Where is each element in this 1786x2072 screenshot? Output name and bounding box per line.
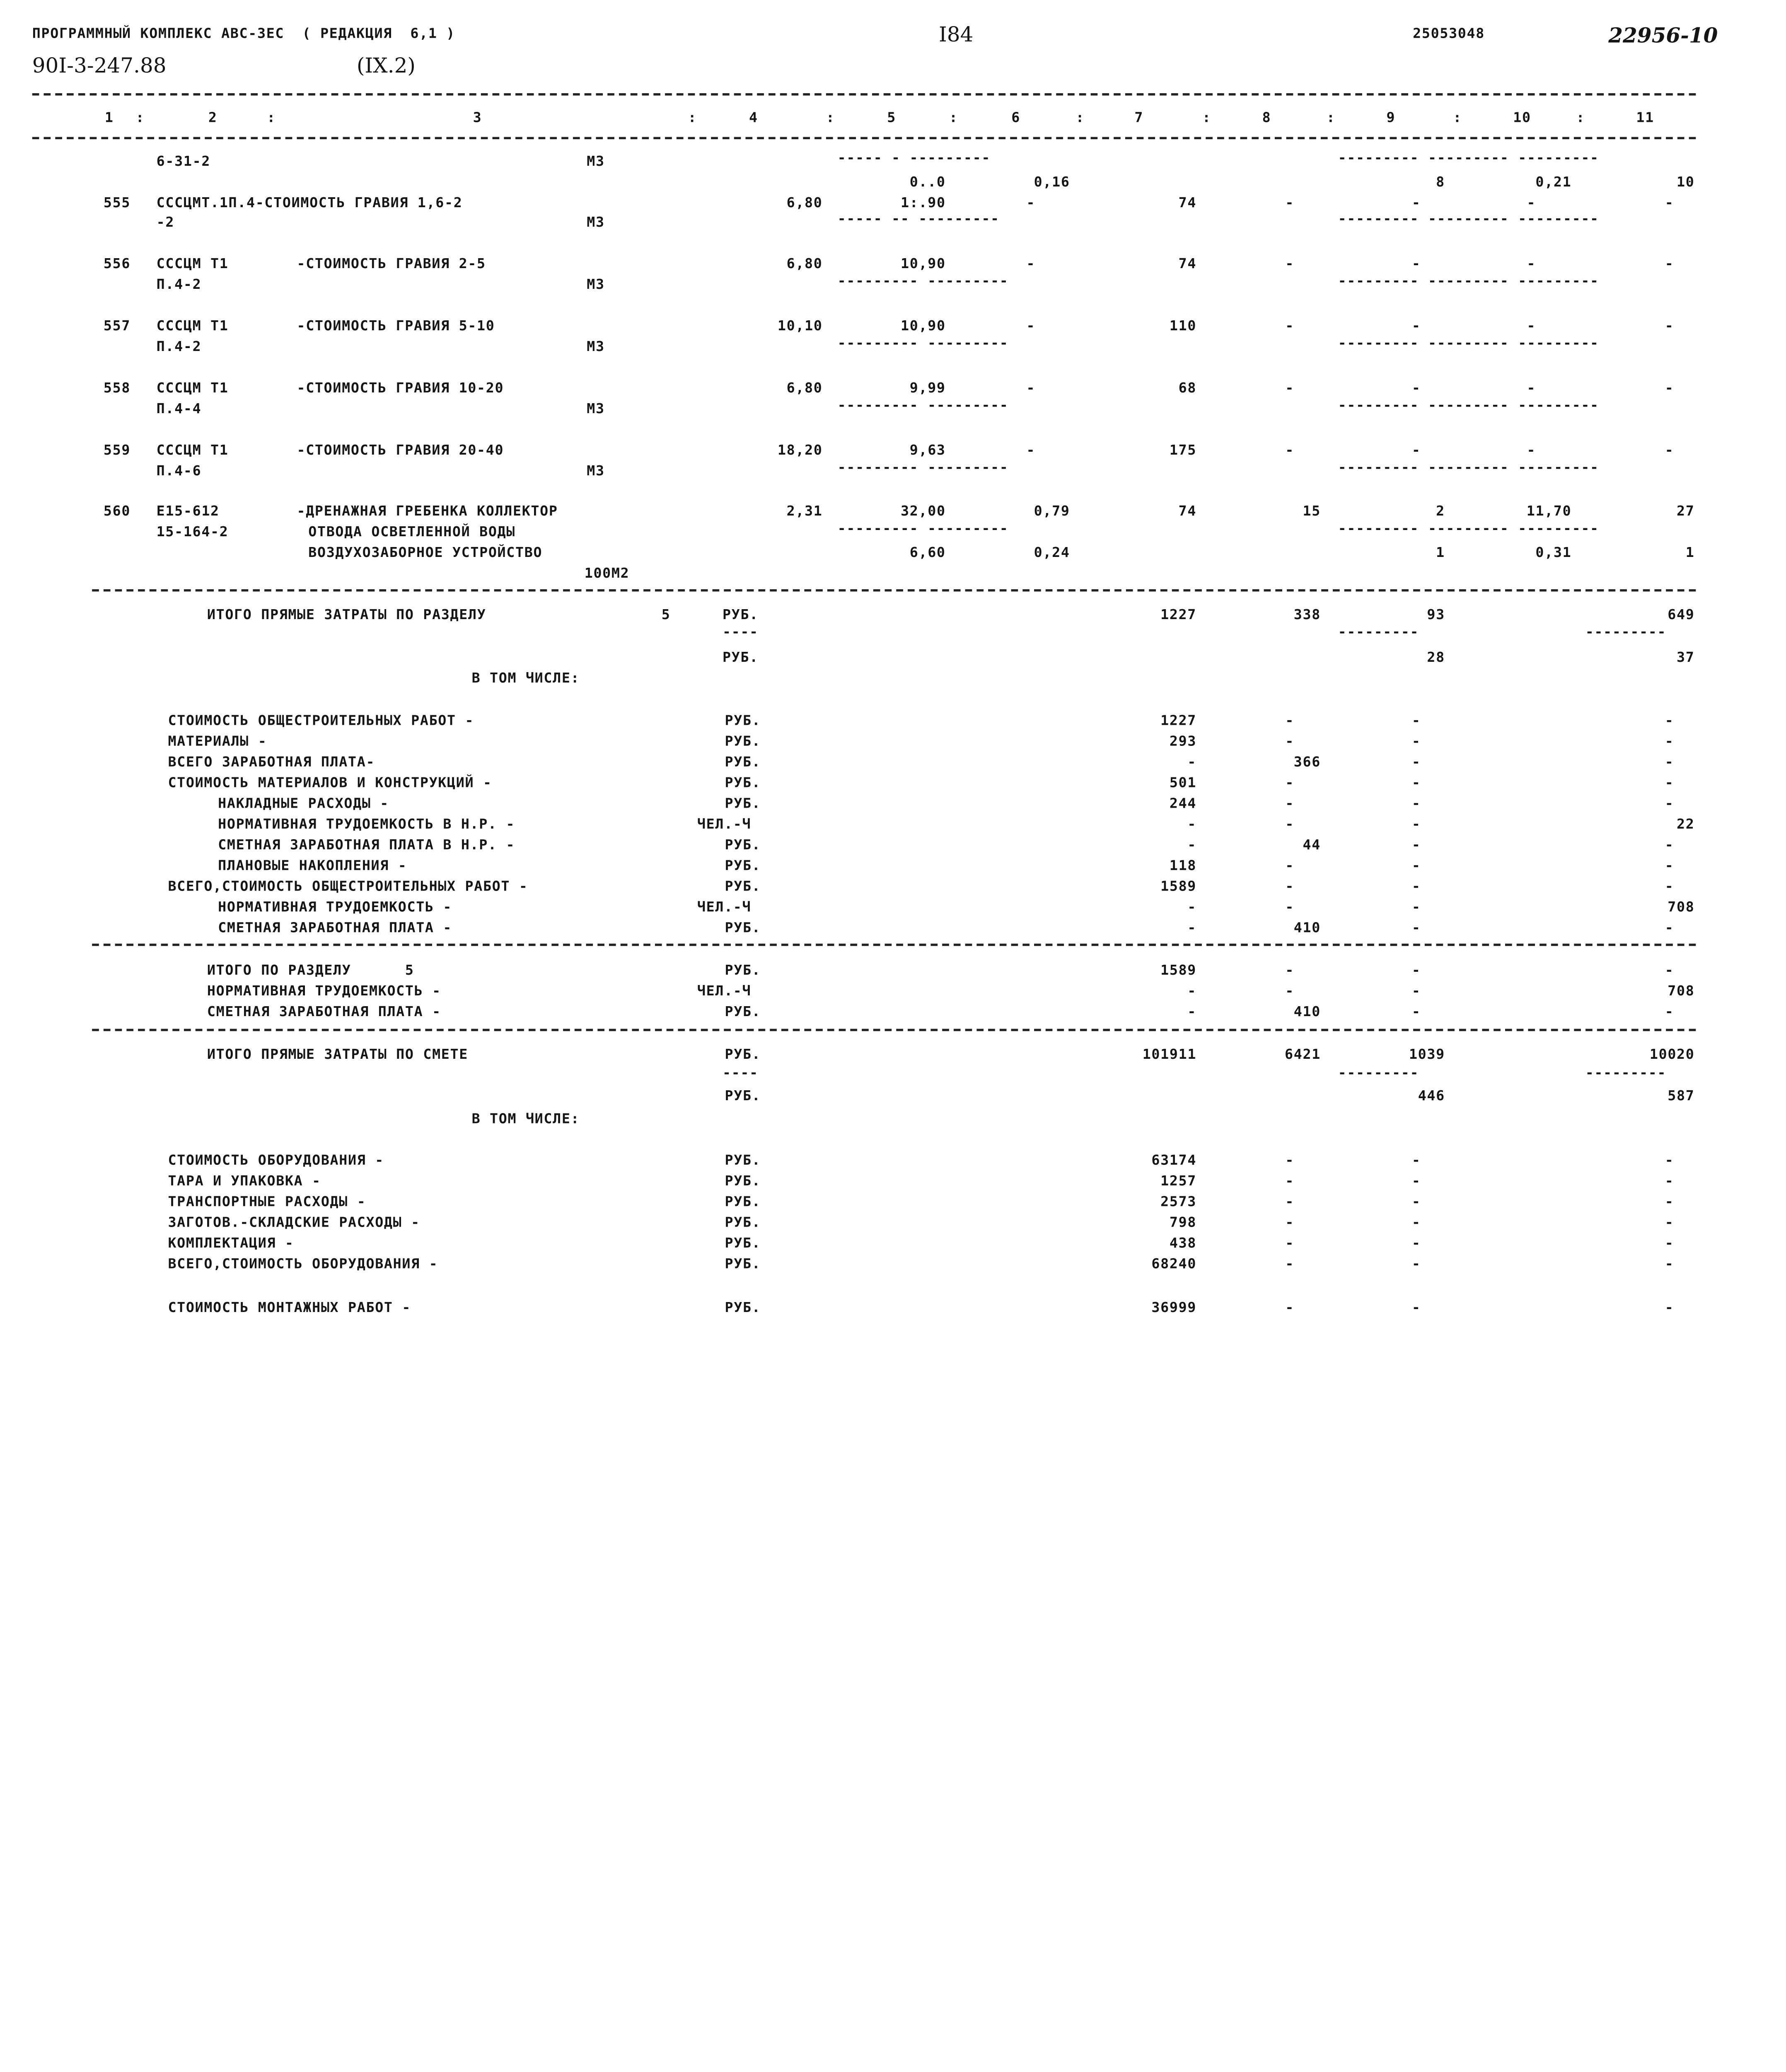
equipment-unit: РУБ. [725, 1172, 761, 1189]
breakdown-label: НОРМАТИВНАЯ ТРУДОЕМКОСТЬ В Н.Р. - [191, 816, 515, 832]
section-total-c8: 338 [1293, 606, 1321, 623]
breakdown-c8: - [1285, 733, 1295, 749]
section-rule [92, 1029, 1696, 1031]
dash-line: ---- [722, 1064, 759, 1081]
dash-line: --------- --------- [837, 459, 1009, 475]
breakdown-c8: - [1285, 712, 1295, 729]
row-number: 555 [103, 194, 131, 211]
dash-line: ----- - --------- [837, 150, 991, 166]
col-header-10: 10 [1513, 109, 1531, 126]
cell-c10: - [1527, 442, 1536, 458]
cell-c6: 0,79 [1034, 503, 1070, 519]
dash-line: --------- --------- --------- [1338, 459, 1599, 475]
dash-line: ---- [722, 624, 759, 640]
summary-c8: 410 [1293, 1003, 1321, 1020]
montage-c11: - [1665, 1299, 1674, 1316]
cell-c7: 74 [1178, 255, 1197, 272]
row-code: СССЦМТ.1П.4-СТОИМОСТЬ ГРАВИЯ 1,6-2 [156, 194, 463, 211]
row-unit: М3 [587, 400, 605, 417]
summary-c9: - [1411, 1003, 1421, 1020]
cell-c6: - [1026, 380, 1036, 396]
col-sep: : [949, 109, 958, 126]
cell-c5: 10,90 [901, 317, 946, 334]
equipment-c11: - [1665, 1255, 1674, 1272]
row-code-cont: 15-164-2 [156, 523, 229, 540]
breakdown-label: ВСЕГО,СТОИМОСТЬ ОБЩЕСТРОИТЕЛЬНЫХ РАБОТ - [168, 878, 528, 894]
breakdown-label: СТОИМОСТЬ МАТЕРИАЛОВ И КОНСТРУКЦИЙ - [168, 774, 492, 791]
estimate-total-unit2: РУБ. [725, 1087, 761, 1104]
series-number: 90I-3-247.88 [32, 54, 167, 78]
breakdown-c11: - [1665, 753, 1674, 770]
cell-c5: 32,00 [901, 503, 946, 519]
row-name: -СТОИМОСТЬ ГРАВИЯ 5-10 [297, 317, 495, 334]
dash-line: --------- --------- --------- [1338, 211, 1599, 227]
cell-c10a: 0,21 [1535, 174, 1572, 190]
dash-line: --------- [1585, 1064, 1667, 1081]
cell-c4: 10,10 [777, 317, 823, 334]
section-code: (IX.2) [356, 54, 416, 78]
cell-c11: - [1665, 317, 1674, 334]
breakdown-unit: РУБ. [725, 795, 761, 811]
breakdown-unit: ЧЕЛ.-Ч [697, 898, 752, 915]
section-total-c11b: 37 [1677, 649, 1695, 666]
cell-c6: - [1026, 442, 1036, 458]
cell-c10: - [1527, 317, 1536, 334]
row-name: -СТОИМОСТЬ ГРАВИЯ 20-40 [297, 442, 504, 458]
row-unit: М3 [587, 462, 605, 479]
breakdown-c7: 293 [1169, 733, 1197, 749]
cell-c5a: 0..0 [909, 174, 946, 190]
dash-line: --------- --------- --------- [1338, 335, 1599, 351]
breakdown-c9: - [1411, 816, 1421, 832]
breakdown-c9: - [1411, 712, 1421, 729]
col-header-11: 11 [1636, 109, 1654, 126]
col-header-1: 1 [104, 109, 114, 126]
section-total-c7: 1227 [1160, 606, 1197, 623]
equipment-c9: - [1411, 1193, 1421, 1210]
equipment-c11: - [1665, 1152, 1674, 1168]
cell-c7: 74 [1178, 194, 1197, 211]
row-number: 560 [103, 503, 131, 519]
row-code: Е15-612 [156, 503, 220, 519]
equipment-c7: 1257 [1160, 1172, 1197, 1189]
project-number: 22956-10 [1608, 24, 1718, 48]
cell-c6a: 0,16 [1034, 174, 1070, 190]
dash-line: --------- [1338, 624, 1419, 640]
breakdown-c7: 244 [1169, 795, 1197, 811]
equipment-label: ТАРА И УПАКОВКА - [168, 1172, 321, 1189]
cell-c7: 110 [1169, 317, 1197, 334]
estimate-total-c9: 1039 [1409, 1046, 1445, 1063]
montage-label: СТОИМОСТЬ МОНТАЖНЫХ РАБОТ - [168, 1299, 411, 1316]
summary-unit: ЧЕЛ.-Ч [697, 983, 752, 999]
summary-c8: - [1285, 983, 1295, 999]
col-header-4: 4 [749, 109, 758, 126]
estimate-total-c9b: 446 [1418, 1087, 1445, 1104]
row-code-cont: П.4-6 [156, 462, 202, 479]
breakdown-c9: - [1411, 753, 1421, 770]
montage-c9: - [1411, 1299, 1421, 1316]
row-code-cont: П.4-4 [156, 400, 202, 417]
row-code-cont: -2 [156, 214, 175, 230]
cell-c9: - [1411, 380, 1421, 396]
col-sep: : [1326, 109, 1336, 126]
cell-c5: 9,99 [909, 380, 946, 396]
dash-line: --------- --------- [837, 397, 1009, 413]
row-unit: 100М2 [584, 565, 630, 581]
equipment-c11: - [1665, 1172, 1674, 1189]
equipment-c7: 63174 [1151, 1152, 1197, 1168]
cell-c4: 6,80 [786, 194, 823, 211]
section-total-c9: 93 [1427, 606, 1445, 623]
cell-c4: 6,80 [786, 380, 823, 396]
summary-c7: - [1187, 1003, 1197, 1020]
row-name-cont: ВОЗДУХОЗАБОРНОЕ УСТРОЙСТВО [308, 544, 543, 561]
row-name: -СТОИМОСТЬ ГРАВИЯ 2-5 [297, 255, 486, 272]
cell-c11a: 10 [1677, 174, 1695, 190]
row-number: 557 [103, 317, 131, 334]
cell-c11: - [1665, 255, 1674, 272]
breakdown-c9: - [1411, 898, 1421, 915]
row-number: 558 [103, 380, 131, 396]
breakdown-c8: 410 [1293, 919, 1321, 936]
breakdown-c8: - [1285, 857, 1295, 874]
section-total-number: 5 [661, 606, 671, 623]
cell-c9a: 8 [1436, 174, 1445, 190]
estimate-total-c8: 6421 [1285, 1046, 1321, 1063]
equipment-c8: - [1285, 1172, 1295, 1189]
equipment-c8: - [1285, 1214, 1295, 1230]
summary-c7: - [1187, 983, 1197, 999]
breakdown-c8: - [1285, 816, 1295, 832]
dash-line: --------- --------- --------- [1338, 273, 1599, 289]
cell-c8: 15 [1303, 503, 1321, 519]
equipment-c11: - [1665, 1214, 1674, 1230]
header-rule-bottom [32, 137, 1696, 139]
breakdown-c9: - [1411, 878, 1421, 894]
montage-c7: 36999 [1151, 1299, 1197, 1316]
breakdown-c11: 22 [1677, 816, 1695, 832]
equipment-unit: РУБ. [725, 1193, 761, 1210]
equipment-c8: - [1285, 1152, 1295, 1168]
equipment-c11: - [1665, 1193, 1674, 1210]
col-header-5: 5 [887, 109, 897, 126]
breakdown-c7: 1227 [1160, 712, 1197, 729]
equipment-label: ТРАНСПОРТНЫЕ РАСХОДЫ - [168, 1193, 366, 1210]
dash-line: ----- -- --------- [837, 211, 1000, 227]
breakdown-c9: - [1411, 836, 1421, 853]
row-code: 6-31-2 [156, 153, 211, 169]
breakdown-c8: - [1285, 774, 1295, 791]
row-unit: М3 [587, 214, 605, 230]
equipment-c7: 798 [1169, 1214, 1197, 1230]
breakdown-unit: ЧЕЛ.-Ч [697, 816, 752, 832]
breakdown-c11: - [1665, 733, 1674, 749]
col-sep: : [688, 109, 697, 126]
cell-c7: 175 [1169, 442, 1197, 458]
dash-line: --------- --------- --------- [1338, 520, 1599, 537]
summary-c11: - [1665, 962, 1674, 978]
section-rule [92, 944, 1696, 946]
section-total-label: ИТОГО ПРЯМЫЕ ЗАТРАТЫ ПО РАЗДЕЛУ [207, 606, 486, 623]
breakdown-label: НОРМАТИВНАЯ ТРУДОЕМКОСТЬ - [191, 898, 452, 915]
equipment-label: ВСЕГО,СТОИМОСТЬ ОБОРУДОВАНИЯ - [168, 1255, 438, 1272]
breakdown-c7: 118 [1169, 857, 1197, 874]
breakdown-c8: - [1285, 795, 1295, 811]
col-sep: : [1202, 109, 1211, 126]
breakdown-c11: - [1665, 774, 1674, 791]
breakdown-c8: 44 [1303, 836, 1321, 853]
breakdown-label: НАКЛАДНЫЕ РАСХОДЫ - [191, 795, 389, 811]
dash-line: --------- --------- [837, 273, 1009, 289]
section-total-unit2: РУБ. [722, 649, 759, 666]
row-code: СССЦМ Т1 [156, 442, 229, 458]
equipment-c7: 438 [1169, 1234, 1197, 1251]
breakdown-c9: - [1411, 774, 1421, 791]
breakdown-c7: - [1187, 898, 1197, 915]
breakdown-c9: - [1411, 733, 1421, 749]
equipment-label: ЗАГОТОВ.-СКЛАДСКИЕ РАСХОДЫ - [168, 1214, 420, 1230]
equipment-c9: - [1411, 1214, 1421, 1230]
dash-line: --------- --------- --------- [1338, 397, 1599, 413]
equipment-c8: - [1285, 1193, 1295, 1210]
page-number: I84 [939, 23, 974, 47]
equipment-unit: РУБ. [725, 1152, 761, 1168]
cell-c7: 68 [1178, 380, 1197, 396]
breakdown-c8: 366 [1293, 753, 1321, 770]
summary-c8: - [1285, 962, 1295, 978]
dash-line: --------- [1338, 1064, 1419, 1081]
row-code: СССЦМ Т1 [156, 317, 229, 334]
montage-c8: - [1285, 1299, 1295, 1316]
summary-c9: - [1411, 983, 1421, 999]
breakdown-c9: - [1411, 857, 1421, 874]
row-number: 559 [103, 442, 131, 458]
cell-c8: - [1285, 194, 1295, 211]
row-name: -СТОИМОСТЬ ГРАВИЯ 10-20 [297, 380, 504, 396]
col-sep: : [135, 109, 145, 126]
summary-label: СМЕТНАЯ ЗАРАБОТНАЯ ПЛАТА - [207, 1003, 441, 1020]
section-rule [92, 589, 1696, 592]
equipment-c7: 2573 [1160, 1193, 1197, 1210]
cell-c11: - [1665, 194, 1674, 211]
breakdown-c7: 1589 [1160, 878, 1197, 894]
cell-c5b: 6,60 [909, 544, 946, 561]
breakdown-unit: РУБ. [725, 733, 761, 749]
col-sep: : [267, 109, 276, 126]
estimate-total-unit: РУБ. [725, 1046, 761, 1063]
section-total-unit: РУБ. [722, 606, 759, 623]
including-label: В ТОМ ЧИСЛЕ: [471, 1110, 580, 1127]
breakdown-unit: РУБ. [725, 836, 761, 853]
dash-line: --------- --------- [837, 335, 1009, 351]
summary-label: НОРМАТИВНАЯ ТРУДОЕМКОСТЬ - [207, 983, 441, 999]
cell-c10: - [1527, 380, 1536, 396]
section-total-c11: 649 [1668, 606, 1695, 623]
cell-c10: - [1527, 255, 1536, 272]
estimate-total-label: ИТОГО ПРЯМЫЕ ЗАТРАТЫ ПО СМЕТЕ [207, 1046, 469, 1063]
summary-c7: 1589 [1160, 962, 1197, 978]
doc-code: 25053048 [1413, 25, 1485, 41]
cell-c9: - [1411, 255, 1421, 272]
breakdown-c8: - [1285, 878, 1295, 894]
equipment-c7: 68240 [1151, 1255, 1197, 1272]
equipment-unit: РУБ. [725, 1255, 761, 1272]
breakdown-label: СМЕТНАЯ ЗАРАБОТНАЯ ПЛАТА В Н.Р. - [191, 836, 515, 853]
dash-line: --------- --------- [837, 520, 1009, 537]
cell-c4: 18,20 [777, 442, 823, 458]
summary-unit: РУБ. [725, 1003, 761, 1020]
equipment-unit: РУБ. [725, 1234, 761, 1251]
breakdown-c11: - [1665, 836, 1674, 853]
breakdown-unit: РУБ. [725, 878, 761, 894]
equipment-c8: - [1285, 1255, 1295, 1272]
cell-c9: - [1411, 317, 1421, 334]
breakdown-c7: - [1187, 836, 1197, 853]
cell-c6: - [1026, 255, 1036, 272]
breakdown-c7: - [1187, 919, 1197, 936]
breakdown-c7: - [1187, 816, 1197, 832]
summary-label: ИТОГО ПО РАЗДЕЛУ 5 [207, 962, 414, 978]
cell-c10: 11,70 [1526, 503, 1572, 519]
col-header-6: 6 [1011, 109, 1020, 126]
equipment-c9: - [1411, 1234, 1421, 1251]
col-sep: : [1075, 109, 1085, 126]
equipment-unit: РУБ. [725, 1214, 761, 1230]
equipment-c8: - [1285, 1234, 1295, 1251]
row-unit: М3 [587, 153, 605, 169]
header-rule-top [32, 93, 1696, 96]
cell-c8: - [1285, 380, 1295, 396]
col-sep: : [826, 109, 835, 126]
cell-c7: 74 [1178, 503, 1197, 519]
col-header-9: 9 [1386, 109, 1396, 126]
breakdown-unit: РУБ. [725, 919, 761, 936]
breakdown-c11: - [1665, 795, 1674, 811]
equipment-c9: - [1411, 1152, 1421, 1168]
cell-c4: 2,31 [786, 503, 823, 519]
estimate-total-c11: 10020 [1649, 1046, 1695, 1063]
row-code: СССЦМ Т1 [156, 380, 229, 396]
cell-c10: - [1527, 194, 1536, 211]
breakdown-unit: РУБ. [725, 774, 761, 791]
cell-c4: 6,80 [786, 255, 823, 272]
breakdown-label: СТОИМОСТЬ ОБЩЕСТРОИТЕЛЬНЫХ РАБОТ - [168, 712, 474, 729]
cell-c11b: 1 [1685, 544, 1695, 561]
section-total-c9b: 28 [1427, 649, 1445, 666]
equipment-label: КОМПЛЕКТАЦИЯ - [168, 1234, 294, 1251]
col-header-3: 3 [473, 109, 482, 126]
cell-c8: - [1285, 442, 1295, 458]
col-header-2: 2 [208, 109, 218, 126]
cell-c11: - [1665, 380, 1674, 396]
breakdown-label: СМЕТНАЯ ЗАРАБОТНАЯ ПЛАТА - [191, 919, 452, 936]
cell-c10b: 0,31 [1535, 544, 1572, 561]
cell-c9: - [1411, 194, 1421, 211]
breakdown-label: ВСЕГО ЗАРАБОТНАЯ ПЛАТА- [168, 753, 375, 770]
row-unit: М3 [587, 338, 605, 355]
dash-line: --------- --------- --------- [1338, 150, 1599, 166]
cell-c11: - [1665, 442, 1674, 458]
breakdown-c9: - [1411, 795, 1421, 811]
cell-c5: 9,63 [909, 442, 946, 458]
equipment-c9: - [1411, 1255, 1421, 1272]
breakdown-c7: - [1187, 753, 1197, 770]
summary-c9: - [1411, 962, 1421, 978]
row-code-cont: П.4-2 [156, 276, 202, 293]
equipment-label: СТОИМОСТЬ ОБОРУДОВАНИЯ - [168, 1152, 384, 1168]
cell-c9b: 1 [1436, 544, 1445, 561]
breakdown-label: МАТЕРИАЛЫ - [168, 733, 267, 749]
breakdown-c9: - [1411, 919, 1421, 936]
cell-c11: 27 [1677, 503, 1695, 519]
estimate-total-c7: 101911 [1142, 1046, 1197, 1063]
col-header-8: 8 [1262, 109, 1271, 126]
dash-line: --------- [1585, 624, 1667, 640]
breakdown-label: ПЛАНОВЫЕ НАКОПЛЕНИЯ - [191, 857, 407, 874]
row-name-cont: ОТВОДА ОСВЕТЛЕННОЙ ВОДЫ [308, 523, 516, 540]
estimate-total-c11b: 587 [1668, 1087, 1695, 1104]
breakdown-unit: РУБ. [725, 712, 761, 729]
row-name: -ДРЕНАЖНАЯ ГРЕБЕНКА КОЛЛЕКТОР [297, 503, 558, 519]
col-sep: : [1576, 109, 1585, 126]
cell-c5: 10,90 [901, 255, 946, 272]
summary-unit: РУБ. [725, 962, 761, 978]
cell-c5: 1:.90 [901, 194, 946, 211]
row-code-cont: П.4-2 [156, 338, 202, 355]
summary-c11: - [1665, 1003, 1674, 1020]
col-sep: : [1453, 109, 1462, 126]
breakdown-c11: 708 [1668, 898, 1695, 915]
row-code: СССЦМ Т1 [156, 255, 229, 272]
row-unit: М3 [587, 276, 605, 293]
breakdown-c11: - [1665, 919, 1674, 936]
montage-unit: РУБ. [725, 1299, 761, 1316]
breakdown-c11: - [1665, 712, 1674, 729]
breakdown-c8: - [1285, 898, 1295, 915]
cell-c8: - [1285, 317, 1295, 334]
equipment-c11: - [1665, 1234, 1674, 1251]
equipment-c9: - [1411, 1172, 1421, 1189]
row-number: 556 [103, 255, 131, 272]
breakdown-c7: 501 [1169, 774, 1197, 791]
breakdown-unit: РУБ. [725, 857, 761, 874]
cell-c6: - [1026, 317, 1036, 334]
including-label: В ТОМ ЧИСЛЕ: [471, 670, 580, 686]
cell-c9: - [1411, 442, 1421, 458]
summary-c11: 708 [1668, 983, 1695, 999]
cell-c6b: 0,24 [1034, 544, 1070, 561]
breakdown-c11: - [1665, 857, 1674, 874]
col-header-7: 7 [1134, 109, 1144, 126]
breakdown-unit: РУБ. [725, 753, 761, 770]
breakdown-c11: - [1665, 878, 1674, 894]
cell-c6: - [1026, 194, 1036, 211]
cell-c9: 2 [1436, 503, 1445, 519]
program-title: ПРОГРАММНЫЙ КОМПЛЕКС АВС-3ЕС ( РЕДАКЦИЯ 6,1 ) [32, 25, 456, 41]
cell-c8: - [1285, 255, 1295, 272]
